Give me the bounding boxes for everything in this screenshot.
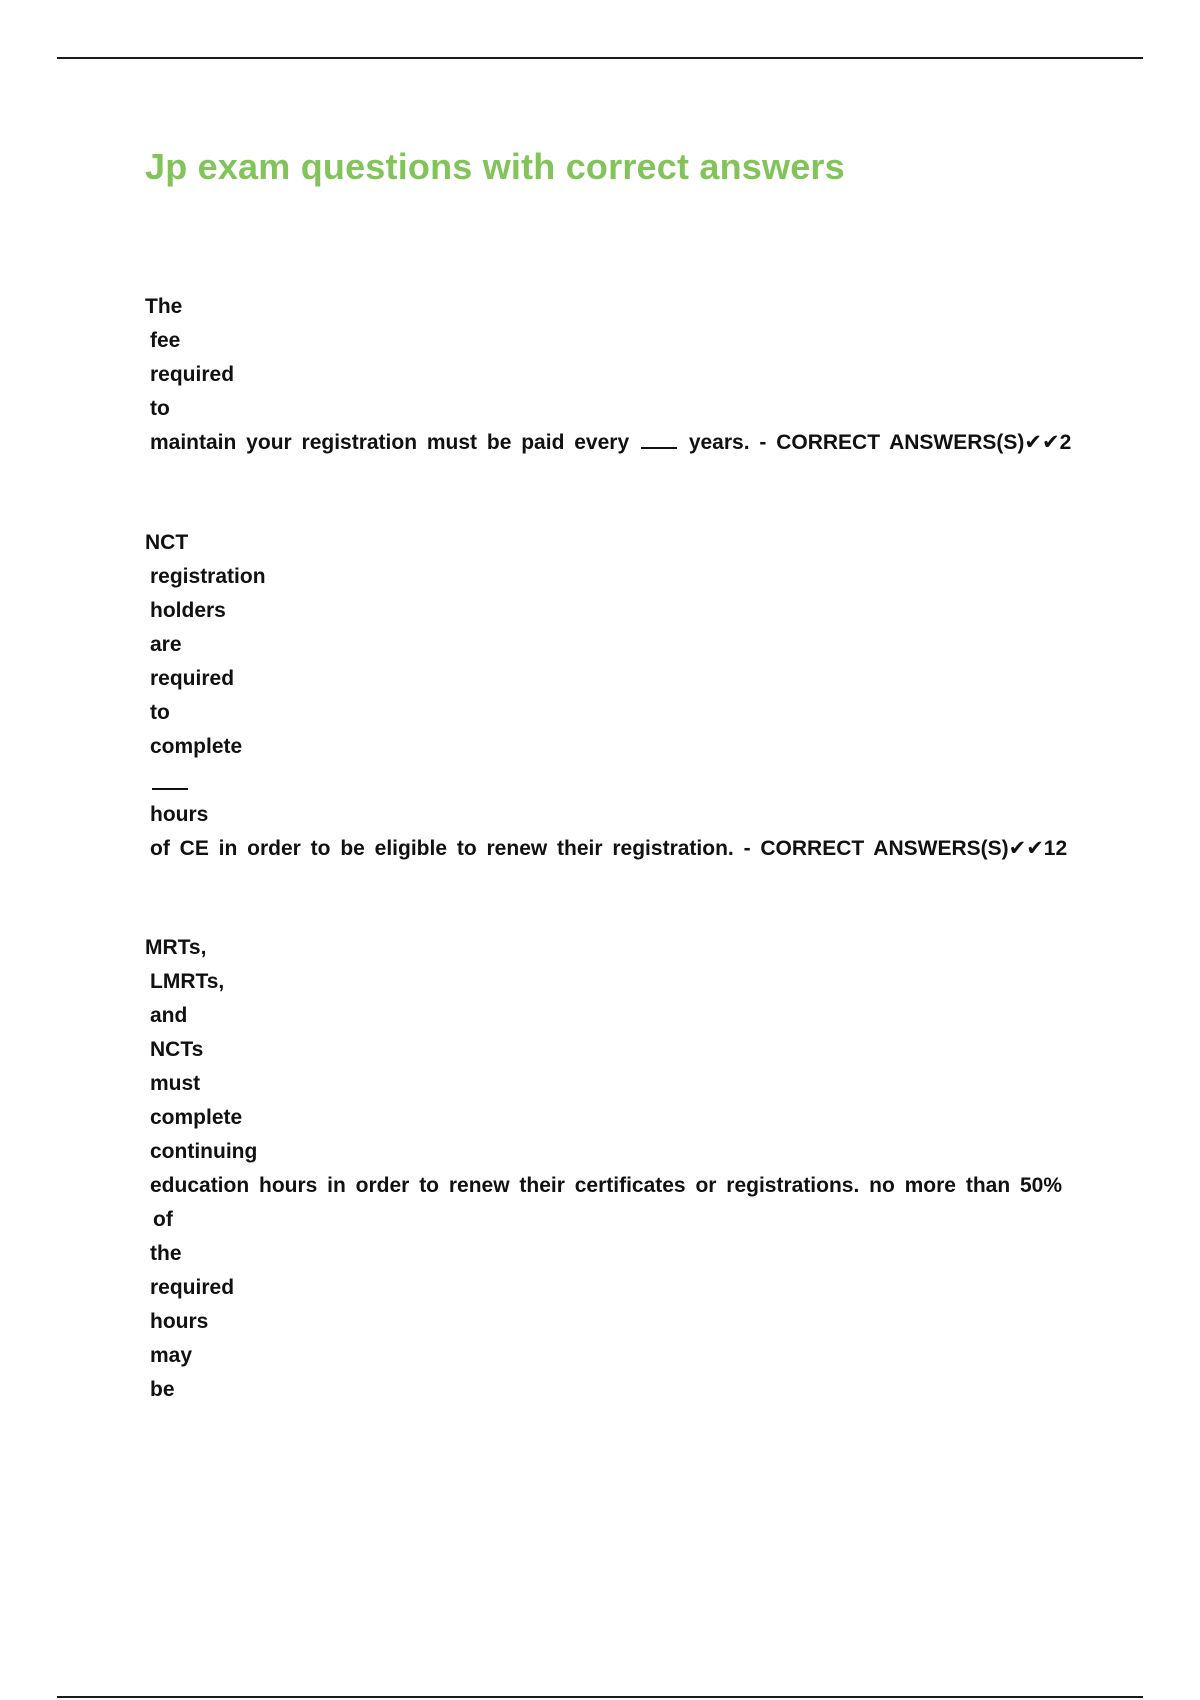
question-word: fee bbox=[150, 329, 181, 352]
question-1 bbox=[145, 290, 1095, 460]
question-3 bbox=[145, 931, 1095, 1407]
question-word: required bbox=[150, 667, 235, 690]
top-rule bbox=[57, 57, 1143, 59]
question-word: to bbox=[150, 701, 170, 724]
question-word: complete bbox=[150, 1106, 243, 1129]
answer-blank-line bbox=[145, 764, 1095, 798]
question-full-line: of CE in order to be eligible to renew their registration. - CORRECT ANSWERS(S)✔✔12 bbox=[150, 837, 1068, 860]
answer-blank bbox=[641, 433, 677, 449]
question-word: required bbox=[150, 1276, 235, 1299]
question-text-before-blank: maintain your registration must be paid every bbox=[150, 431, 630, 454]
question-answer-text: years. - CORRECT ANSWERS(S)✔✔2 bbox=[688, 431, 1072, 454]
question-word: the bbox=[150, 1242, 182, 1265]
question-word: complete bbox=[150, 735, 243, 758]
answer-blank bbox=[152, 774, 188, 790]
question-word: hours bbox=[150, 1310, 209, 1333]
question-word: LMRTs, bbox=[150, 970, 225, 993]
question-full-line bbox=[145, 426, 1095, 460]
question-word: hours bbox=[150, 803, 209, 826]
question-word: NCT bbox=[145, 531, 189, 554]
question-word: The bbox=[145, 295, 183, 318]
question-word: to bbox=[150, 397, 170, 420]
bottom-rule bbox=[57, 1696, 1143, 1698]
question-word: required bbox=[150, 363, 235, 386]
question-2 bbox=[145, 526, 1095, 866]
question-word: MRTs, bbox=[145, 936, 207, 959]
question-word: be bbox=[150, 1378, 175, 1401]
question-word: continuing bbox=[150, 1140, 258, 1163]
question-full-line: education hours in order to renew their certificates or registrations. no more than 50% bbox=[150, 1174, 1063, 1197]
question-word: NCTs bbox=[150, 1038, 204, 1061]
question-word: may bbox=[150, 1344, 193, 1367]
question-word: must bbox=[150, 1072, 201, 1095]
question-word: of bbox=[153, 1208, 173, 1231]
question-word: and bbox=[150, 1004, 188, 1027]
question-word: registration bbox=[150, 565, 266, 588]
document-title: Jp exam questions with correct answers bbox=[145, 146, 845, 187]
question-word: holders bbox=[150, 599, 226, 622]
question-word: are bbox=[150, 633, 182, 656]
